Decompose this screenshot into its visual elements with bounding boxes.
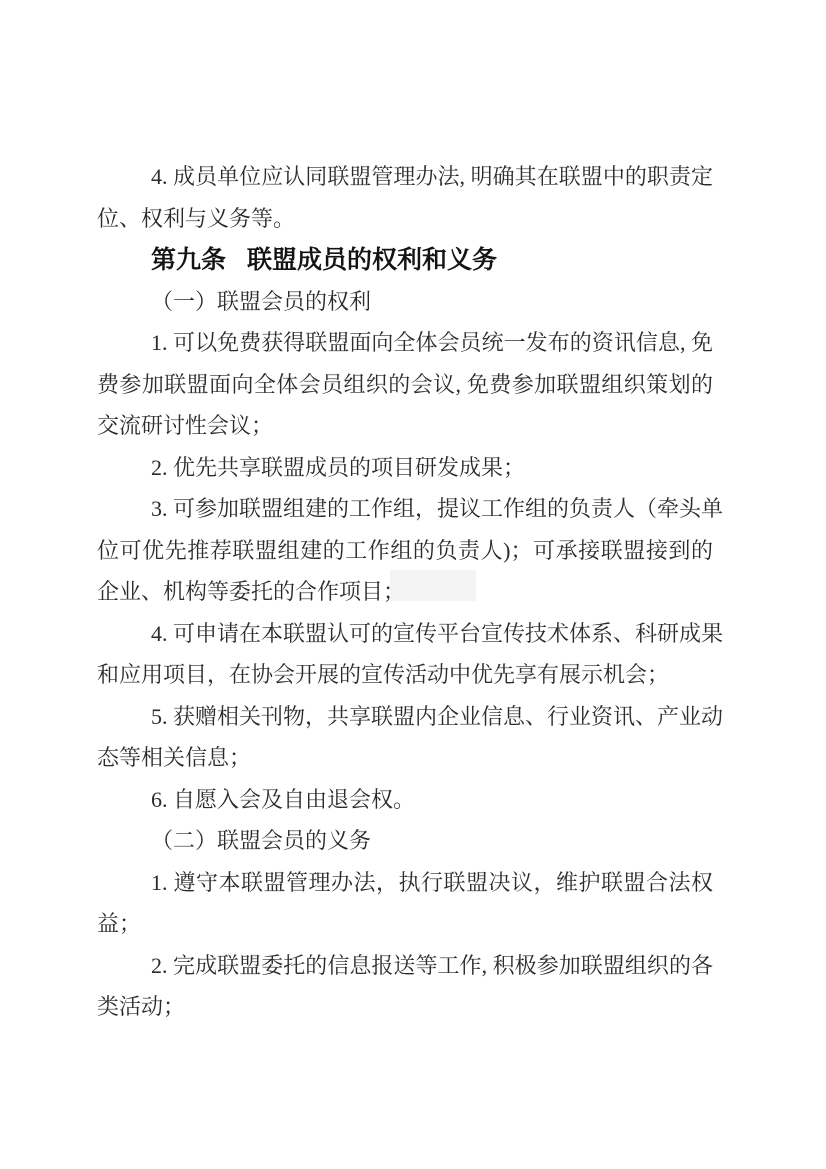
text-line: 5. 获赠相关刊物，共享联盟内企业信息、行业资讯、产业动 bbox=[151, 703, 724, 729]
text-line: 益； bbox=[97, 911, 142, 936]
paragraph bbox=[97, 322, 713, 447]
text-line: （一）联盟会员的权利 bbox=[151, 288, 372, 314]
text-line: 交流研讨性会议； bbox=[97, 413, 274, 438]
paragraph bbox=[97, 779, 713, 821]
text-line: 类活动； bbox=[97, 994, 186, 1019]
paragraph bbox=[97, 156, 713, 239]
text-line: 企业、机构等委托的合作项目； bbox=[97, 579, 406, 604]
paragraph bbox=[97, 613, 724, 696]
paragraph bbox=[97, 447, 713, 489]
text-line: 4. 成员单位应认同联盟管理办法, 明确其在联盟中的职责定 bbox=[151, 164, 713, 189]
paragraph bbox=[97, 488, 724, 613]
text-line: 4. 可申请在本联盟认可的宣传平台宣传技术体系、科研成果 bbox=[151, 620, 724, 646]
text-line: （二）联盟会员的义务 bbox=[151, 828, 372, 853]
text-line: 2. 完成联盟委托的信息报送等工作, 积极参加联盟组织的各 bbox=[151, 952, 713, 978]
text-line: 位、权利与义务等。 bbox=[97, 205, 296, 231]
text-line: 费参加联盟面向全体会员组织的会议, 免费参加联盟组织策划的 bbox=[97, 371, 713, 397]
heading-number: 第九条 bbox=[151, 245, 227, 274]
text-line: 态等相关信息； bbox=[97, 745, 252, 770]
text-line: 1. 遵守本联盟管理办法，执行联盟决议，维护联盟合法权 bbox=[151, 869, 713, 895]
text-line: 3. 可参加联盟组建的工作组，提议工作组的负责人（牵头单 bbox=[151, 496, 724, 521]
text-line: 和应用项目，在协会开展的宣传活动中优先享有展示机会； bbox=[97, 662, 670, 687]
document-body bbox=[97, 156, 724, 1028]
heading-title: 联盟成员的权利和义务 bbox=[247, 245, 498, 274]
paragraph bbox=[97, 820, 713, 862]
text-line: 2. 优先共享联盟成员的项目研发成果； bbox=[151, 454, 526, 480]
paragraph bbox=[97, 862, 713, 945]
text-line: 1. 可以免费获得联盟面向全体会员统一发布的资讯信息, 免 bbox=[151, 330, 713, 355]
text-line: 6. 自愿入会及自由退会权。 bbox=[151, 786, 416, 812]
paragraph bbox=[97, 696, 724, 779]
paragraph bbox=[97, 945, 713, 1028]
section-heading bbox=[97, 239, 713, 281]
paragraph bbox=[97, 281, 713, 323]
text-line: 位可优先推荐联盟组建的工作组的负责人)；可承接联盟接到的 bbox=[97, 537, 713, 563]
